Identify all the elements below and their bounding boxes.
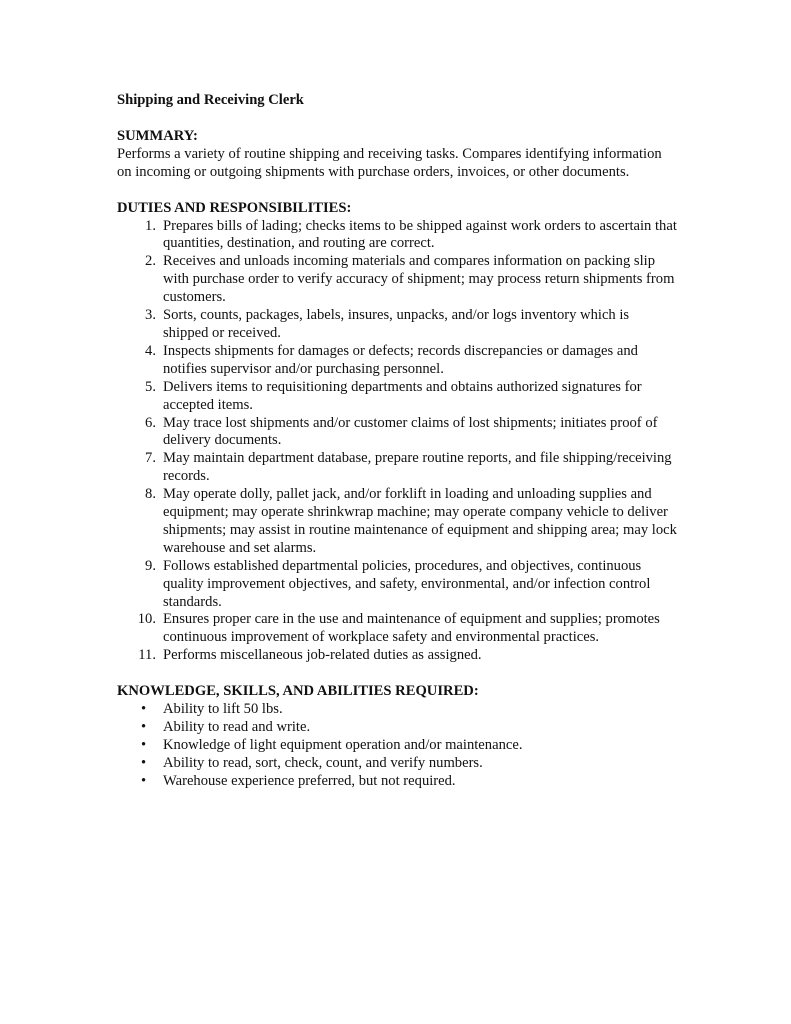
duty-text: Receives and unloads incoming materials and compares information on packing slip with purchase order to verify accuracy of shipment; may process return shipments from customers.	[163, 253, 675, 306]
duties-list	[117, 218, 677, 666]
duty-number: 9.	[145, 557, 156, 574]
duties-heading: DUTIES AND RESPONSIBILITIES:	[117, 199, 352, 216]
duty-text: Sorts, counts, packages, labels, insures, unpacks, and/or logs inventory which is shipped or received.	[163, 307, 630, 341]
bullet-icon: •	[141, 701, 147, 718]
duty-text: Ensures proper care in the use and maintenance of equipment and supplies; promotes continuous improvement of workplace safety and environmental practices.	[163, 611, 660, 646]
skills-list	[117, 701, 677, 791]
duty-item	[117, 343, 677, 379]
bullet-icon: •	[141, 736, 147, 753]
bullet-icon: •	[141, 772, 147, 789]
duty-text: Delivers items to requisitioning departments and obtains authorized signatures for accepted items.	[163, 378, 642, 413]
duty-number: 5.	[145, 378, 156, 395]
duty-item	[117, 253, 677, 307]
duty-text: Prepares bills of lading; checks items to be shipped against work orders to ascertain that quantities, destination, and routing are correct.	[163, 217, 677, 252]
bullet-icon: •	[141, 754, 147, 771]
skill-text: Ability to lift 50 lbs.	[163, 701, 283, 718]
duty-number: 7.	[145, 450, 156, 467]
document-page	[117, 92, 677, 791]
skill-item	[117, 737, 677, 755]
duty-item	[117, 486, 677, 558]
skill-item	[117, 719, 677, 737]
duty-item	[117, 558, 677, 612]
duty-item	[117, 450, 677, 486]
duty-number: 3.	[145, 307, 156, 324]
duty-text: May trace lost shipments and/or customer claims of lost shipments; initiates proof of delivery documents.	[163, 414, 658, 449]
summary-heading: SUMMARY:	[117, 127, 198, 144]
skill-item	[117, 773, 677, 791]
duty-number: 1.	[145, 217, 156, 234]
duty-number: 10.	[137, 611, 156, 628]
duty-item	[117, 647, 677, 665]
duty-text: May maintain department database, prepare routine reports, and file shipping/receiving records.	[163, 450, 672, 485]
duty-number: 6.	[145, 414, 156, 431]
duty-number: 11.	[138, 647, 156, 664]
skill-text: Ability to read, sort, check, count, and verify numbers.	[163, 754, 483, 771]
duty-number: 2.	[145, 253, 156, 270]
skill-item	[117, 755, 677, 773]
duty-item	[117, 379, 677, 415]
duty-number: 8.	[145, 486, 156, 503]
skill-item	[117, 701, 677, 719]
duty-item	[117, 415, 677, 451]
document-title: Shipping and Receiving Clerk	[117, 92, 304, 108]
duty-item	[117, 307, 677, 343]
duty-item	[117, 218, 677, 254]
duty-number: 4.	[145, 342, 156, 359]
skill-text: Knowledge of light equipment operation and/or maintenance.	[163, 736, 523, 753]
bullet-icon: •	[141, 719, 147, 735]
duty-text: Inspects shipments for damages or defects; records discrepancies or damages and notifies supervisor and/or purchasing personnel.	[163, 342, 638, 377]
summary-text: Performs a variety of routine shipping and receiving tasks. Compares identifying information on incoming or outgoing shipments with purchase orders, invoices, or other documents.	[117, 145, 662, 180]
skill-text: Warehouse experience preferred, but not required.	[163, 772, 456, 789]
skills-heading: KNOWLEDGE, SKILLS, AND ABILITIES REQUIRED:	[117, 683, 479, 700]
duty-text: Performs miscellaneous job-related duties as assigned.	[163, 647, 482, 664]
duty-text: Follows established departmental policies, procedures, and objectives, continuous quality improvement objectives, and safety, environmental, and/or infection control standards.	[163, 557, 651, 610]
duty-item	[117, 611, 677, 647]
duty-text: May operate dolly, pallet jack, and/or forklift in loading and unloading supplies and equipment; may operate shrinkwrap machine; may operate company vehicle to deliver shipments; may assist in routine maintenance of equipment and shipping area; may lock warehouse and set alarms.	[163, 486, 677, 556]
skill-text: Ability to read and write.	[163, 719, 311, 735]
